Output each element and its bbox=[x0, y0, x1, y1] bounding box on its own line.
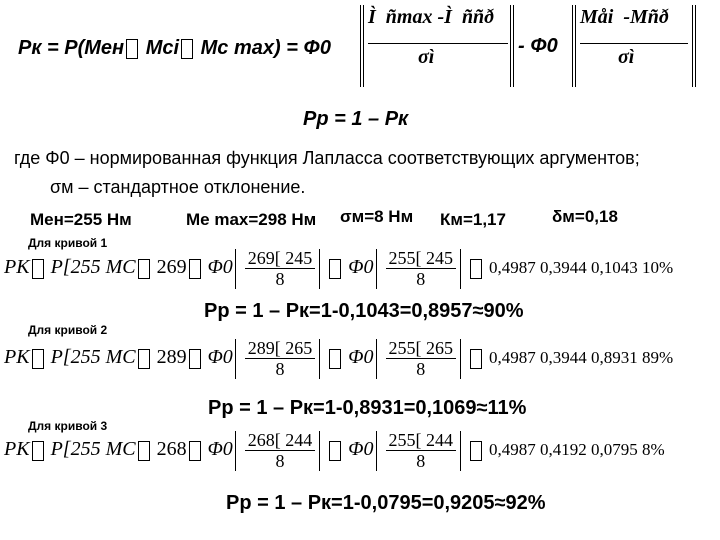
missing-glyph-box bbox=[32, 441, 44, 461]
fraction: $\frac{255[ 244}{8}$ bbox=[386, 430, 457, 471]
formula-bracket-right bbox=[510, 5, 514, 87]
missing-glyph-box bbox=[470, 441, 482, 461]
fraction: $\frac{268[ 244}{8}$ bbox=[245, 430, 316, 471]
missing-glyph-box bbox=[138, 441, 150, 461]
fraction-1-numerator: Ì ñmax -Ì ññð bbox=[368, 6, 495, 28]
missing-glyph-box bbox=[329, 349, 341, 369]
missing-glyph-box bbox=[32, 259, 44, 279]
param-delta: δм=0,18 bbox=[552, 207, 618, 226]
missing-glyph-box bbox=[189, 349, 201, 369]
curve-3-formula: PK P[255 MC 268 Φ0 $\frac{268[ 244}{8}$ Φ0 $\frac{255[ 244}{8}$ 0,4987 0,4192 0,0795 8% bbox=[4, 430, 665, 471]
missing-glyph-box bbox=[189, 441, 201, 461]
formula-bracket-right-2 bbox=[692, 5, 696, 87]
param-sigma: σм=8 Нм bbox=[340, 207, 414, 226]
fraction-2-numerator: Måi -Mñð bbox=[580, 6, 669, 28]
fraction: $\frac{289[ 265}{8}$ bbox=[245, 338, 316, 379]
fraction-2-bar bbox=[580, 43, 688, 44]
fraction: $\frac{255[ 265}{8}$ bbox=[386, 338, 457, 379]
missing-glyph-box bbox=[32, 349, 44, 369]
param-k-m: Км=1,17 bbox=[440, 210, 506, 229]
missing-glyph-box bbox=[189, 259, 201, 279]
explanation-line-1: где Φ0 – нормированная функция Лапласса соответствующих аргументов; bbox=[14, 148, 640, 168]
param-m-e-max: Ме max=298 Нм bbox=[186, 210, 317, 229]
missing-glyph-box bbox=[138, 259, 150, 279]
curve-2-result: Pр = 1 – Pк=1-0,8931=0,1069≈11% bbox=[208, 397, 527, 419]
curve-1-result: Pр = 1 – Pк=1-0,1043=0,8957≈90% bbox=[204, 300, 524, 322]
missing-glyph-box bbox=[126, 39, 138, 59]
fraction: $\frac{255[ 245}{8}$ bbox=[386, 248, 457, 289]
curve-1-formula: PK P[255 MC 269 Φ0 $\frac{269[ 245}{8}$ Φ0 $\frac{255[ 245}{8}$ 0,4987 0,3944 0,1043 10% bbox=[4, 248, 674, 289]
curve-2-formula: PK P[255 MC 289 Φ0 $\frac{289[ 265}{8}$ Φ0 $\frac{255[ 265}{8}$ 0,4987 0,3944 0,8931 89% bbox=[4, 338, 674, 379]
fraction: $\frac{269[ 245}{8}$ bbox=[245, 248, 316, 289]
missing-glyph-box bbox=[181, 39, 193, 59]
missing-glyph-box bbox=[138, 349, 150, 369]
minus-phi0: - Φ0 bbox=[518, 35, 558, 57]
explanation-line-2: σм – стандартное отклонение. bbox=[50, 177, 306, 197]
formula-pk-lhs: Pк = P(Mен Mсi Mс max) = Φ0 bbox=[18, 37, 331, 59]
formula-bracket-left bbox=[360, 5, 364, 87]
missing-glyph-box bbox=[329, 259, 341, 279]
missing-glyph-box bbox=[470, 259, 482, 279]
missing-glyph-box bbox=[329, 441, 341, 461]
fraction-1-denominator: σì bbox=[418, 46, 435, 68]
curve-3-label: Для кривой 3 bbox=[28, 419, 108, 433]
fraction-1-bar bbox=[368, 43, 508, 44]
missing-glyph-box bbox=[470, 349, 482, 369]
formula-bracket-left-2 bbox=[572, 5, 576, 87]
curve-1-label: Для кривой 1 bbox=[28, 236, 108, 250]
curve-3-result: Pр = 1 – Pк=1-0,0795=0,9205≈92% bbox=[226, 492, 546, 514]
fraction-2-denominator: σì bbox=[618, 46, 635, 68]
param-m-en: Мен=255 Нм bbox=[30, 210, 132, 229]
curve-2-label: Для кривой 2 bbox=[28, 323, 108, 337]
formula-pr: Pр = 1 – Pк bbox=[303, 108, 409, 130]
